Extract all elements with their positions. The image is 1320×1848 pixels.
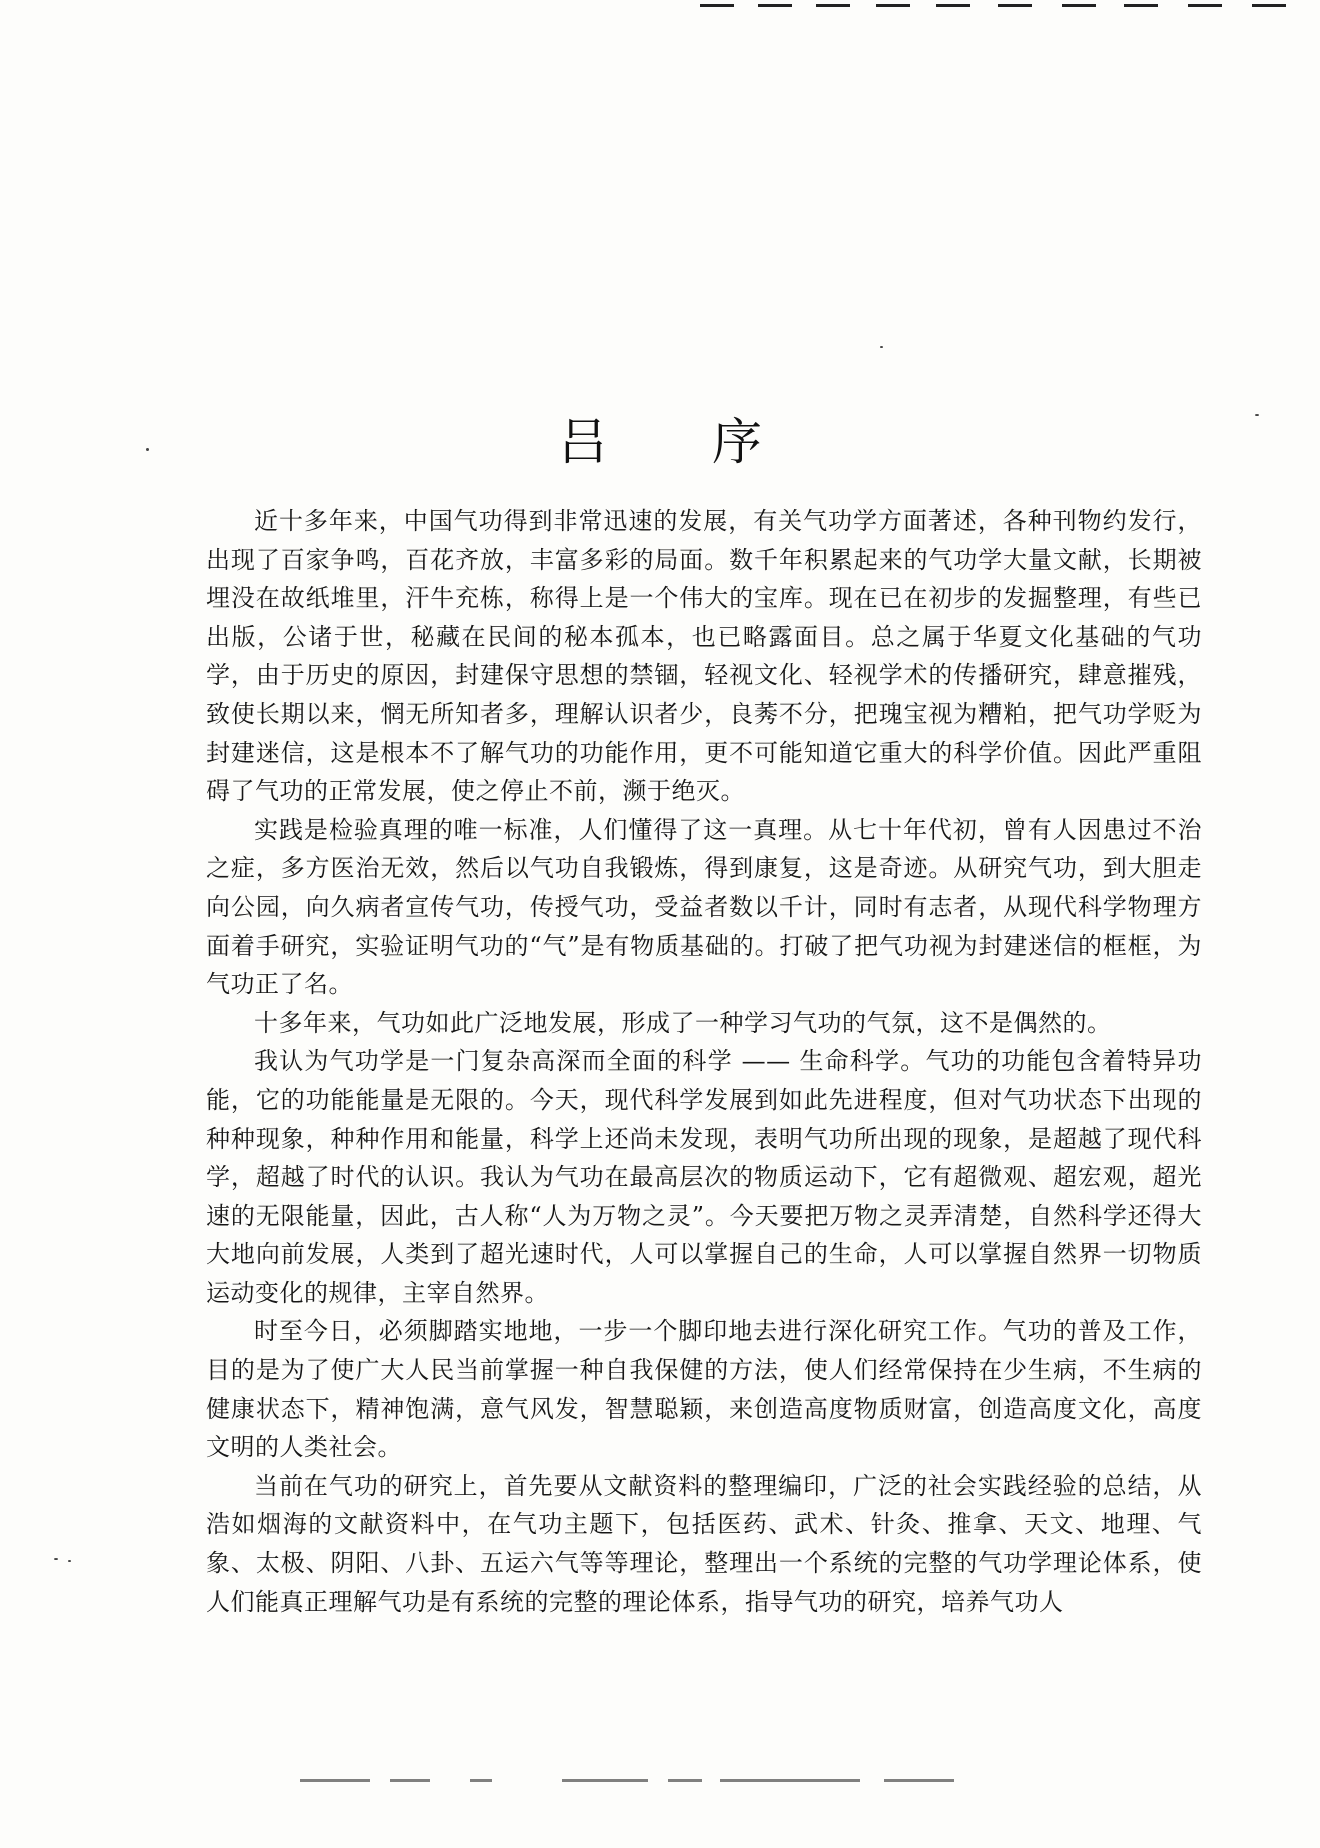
scan-edge-marks	[700, 4, 1320, 10]
paragraph-5: 时至今日，必须脚踏实地地，一步一个脚印地去进行深化研究工作。气功的普及工作，目的是为了使广大人民当前掌握一种自我保健的方法，使人们经常保持在少生病，不生病的健康状态下，精神饱满，意气风发，智慧聪颖，来创造高度物质财富，创造高度文化，高度文明的人类社会。	[206, 1317, 1202, 1462]
paragraph-2: 实践是检验真理的唯一标准，人们懂得了这一真理。从七十年代初，曾有人因患过不治之症，多方医治无效，然后以气功自我锻炼，得到康复，这是奇迹。从研究气功，到大胆走向公园，向久病者宣传气功，传授气功，受益者数以千计，同时有志者，从现代科学物理方面着手研究，实验证明气功的“气”是有物质基础的。打破了把气功视为封建迷信的框框，为气功正了名。	[206, 815, 1202, 999]
scan-bottom-residue	[300, 1776, 960, 1786]
paragraph-6: 当前在气功的研究上，首先要从文献资料的整理编印，广泛的社会实践经验的总结，从浩如烟海的文献资料中，在气功主题下，包括医药、武术、针灸、推拿、天文、地理、气象、太极、阴阳、八卦、五运六气等等理论，整理出一个系统的完整的气功学理论体系，使人们能真正理解气功是有系统的完整的理论体系，指导气功的研究，培养气功人	[206, 1471, 1202, 1616]
page-title: 吕 序	[558, 413, 806, 471]
scan-speck	[68, 1560, 71, 1562]
scan-speck	[880, 346, 883, 348]
paragraph-1: 近十多年来，中国气功得到非常迅速的发展，有关气功学方面著述，各种刊物约发行，出现了百家争鸣，百花齐放，丰富多彩的局面。数千年积累起来的气功学大量文献，长期被埋没在故纸堆里，汗牛充栋，称得上是一个伟大的宝库。现在已在初步的发掘整理，有些已出版，公诸于世，秘藏在民间的秘本孤本，也已略露面目。总之属于华夏文化基础的气功学，由于历史的原因，封建保守思想的禁锢，轻视文化、轻视学术的传播研究，肆意摧残，致使长期以来，惘无所知者多，理解认识者少，良莠不分，把瑰宝视为糟粕，把气功学贬为封建迷信，这是根本不了解气功的功能作用，更不可能知道它重大的科学价值。因此严重阻碍了气功的正常发展，使之停止不前，濒于绝灭。	[206, 507, 1202, 806]
body-text	[206, 502, 1202, 1621]
scan-speck	[54, 1558, 58, 1560]
paragraph-4: 我认为气功学是一门复杂高深而全面的科学 —— 生命科学。气功的功能包含着特异功能，它的功能能量是无限的。今天，现代科学发展到如此先进程度，但对气功状态下出现的种种现象，种种作用和能量，科学上还尚未发现，表明气功所出现的现象，是超越了现代科学，超越了时代的认识。我认为气功在最高层次的物质运动下，它有超微观、超宏观，超光速的无限能量，因此，古人称“人为万物之灵”。今天要把万物之灵弄清楚，自然科学还得大大地向前发展，人类到了超光速时代，人可以掌握自己的生命，人可以掌握自然界一切物质运动变化的规律，主宰自然界。	[206, 1047, 1202, 1307]
paragraph-3: 十多年来，气功如此广泛地发展，形成了一种学习气功的气氛，这不是偶然的。	[254, 1008, 1112, 1037]
